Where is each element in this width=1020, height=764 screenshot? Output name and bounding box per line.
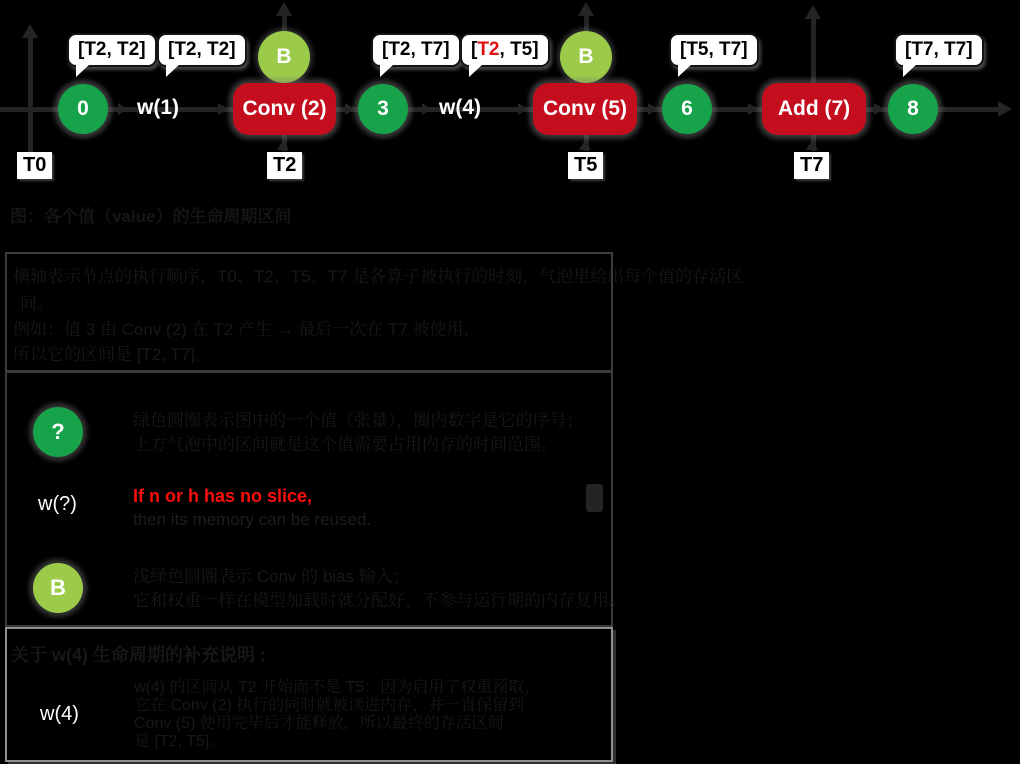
value-node-label: 6 (681, 97, 693, 120)
conv2-axis-arrowhead-icon (276, 2, 292, 16)
w4-note-line: 是 [T2, T5]。 (134, 733, 226, 750)
tick-label-t5: T5 (568, 152, 603, 179)
edge-arrow-icon (118, 103, 128, 115)
legend-bias-line: 它和权重一样在模型加载时就分配好，不参与运行期的内存复用。 (133, 591, 626, 610)
question-mark-icon: ? (51, 419, 65, 444)
value-legend-icon (33, 407, 83, 457)
op-node-conv2 (233, 83, 336, 135)
bias-circle-conv2 (258, 31, 310, 83)
value-node-6 (662, 84, 712, 134)
op-node-conv5 (533, 83, 637, 135)
value-node-3 (358, 84, 408, 134)
w4-note-label: w(4) (40, 703, 79, 725)
left-axis-arrowhead-icon (22, 24, 38, 38)
tick-label-t0: T0 (17, 152, 52, 179)
op-node-add7 (762, 83, 866, 135)
w4-note-panel (5, 627, 613, 762)
lifetime-bubble-text: [T2, T2] (168, 39, 236, 60)
legend-bias-line: 浅绿色圆圈表示 Conv 的 bias 输入； (133, 567, 410, 586)
edge-arrow-icon (518, 103, 528, 115)
lifetime-bubble-v6 (669, 33, 759, 67)
bias-icon-label: B (50, 575, 66, 600)
edge-arrow-icon (748, 103, 758, 115)
explanation-line: 间。 (20, 294, 54, 313)
tick-label-t7: T7 (794, 152, 829, 179)
w4-note-line: Conv (5) 使用完毕后才能释放，所以最终的存活区间 (134, 715, 504, 732)
explanation-line: 例如：值 3 由 Conv (2) 在 T2 产生 → 最后一次在 T7 被使用， (13, 320, 481, 339)
legend-weight-rule-red: If n or h has no slice, (133, 486, 313, 506)
explanation-line: 所以它的区间是 [T2, T7]。 (13, 345, 212, 364)
w4-note-line: 它在 Conv (2) 执行的同时就被读进内存，并一直保留到 (134, 697, 525, 714)
figure-caption: 图：各个值（value）的生命周期区间 (10, 207, 292, 226)
bias-legend-icon (33, 563, 83, 613)
bias-circle-label: B (578, 45, 594, 68)
lifetime-bubble-w1 (157, 33, 247, 67)
w4-note-line: w(4) 的区间从 T2 开始而不是 T5：因为启用了权重预取， (134, 679, 541, 696)
weight-label-w1: w(1) (137, 96, 179, 119)
pilcrow-glyph-icon (586, 484, 603, 512)
lifetime-bubble-text: [T5, T7] (680, 39, 748, 60)
lifetime-bubble-text: , T5] (499, 39, 539, 60)
lifetime-bubble-v8 (894, 33, 984, 67)
lifetime-bubble-v0 (67, 33, 157, 67)
value-node-8 (888, 84, 938, 134)
bias-circle-label: B (276, 45, 292, 68)
op-node-label: Add (7) (777, 97, 851, 120)
lifetime-bubble-text: [T2, T2] (78, 39, 146, 60)
tick-label-t2: T2 (267, 152, 302, 179)
legend-value-line: 上方气泡中的区间就是这个值需要占用内存的时间范围。 (133, 435, 558, 454)
edge-arrow-icon (422, 103, 432, 115)
w4-note-heading: 关于 w(4) 生命周期的补充说明 : (11, 645, 266, 665)
op-node-label: Conv (2) (242, 97, 327, 120)
lifetime-bubble-highlight: T2 (477, 39, 500, 60)
add7-axis-arrowhead-icon (805, 5, 821, 19)
edge-arrow-icon (874, 103, 884, 115)
edge-arrow-icon (648, 103, 658, 115)
t7-arrow-icon (806, 140, 818, 150)
value-node-label: 8 (907, 97, 919, 120)
legend-weight-label: w(?) (38, 493, 77, 515)
edge-arrow-icon (218, 103, 228, 115)
bias-circle-conv5 (560, 31, 612, 83)
t5-arrow-icon (579, 140, 591, 150)
time-axis-arrowhead-icon (998, 101, 1012, 117)
lifetime-bubble-text: [T2, T7] (382, 39, 450, 60)
add7-axis-line (811, 18, 816, 84)
value-node-label: 3 (377, 97, 389, 120)
lifetime-bubble-w4 (460, 33, 550, 67)
explanation-line: 横轴表示节点的执行顺序，T0、T2、T5、T7 是各算子被执行的时刻，气泡里给出每个值的存活区 (13, 267, 744, 286)
edge-arrow-icon (345, 103, 355, 115)
left-axis (28, 38, 33, 152)
weight-label-w4: w(4) (439, 96, 481, 119)
t2-arrow-icon (277, 140, 289, 150)
explanation-panel (5, 252, 744, 372)
conv5-axis-arrowhead-icon (578, 2, 594, 16)
value-node-label: 0 (77, 97, 89, 120)
op-node-label: Conv (5) (543, 97, 627, 120)
legend-weight-rule-gray: then its memory can be reused. (133, 510, 372, 529)
legend-panel (5, 371, 626, 627)
value-node-0 (58, 84, 108, 134)
legend-value-line: 绿色圆圈表示图中的一个值（张量），圈内数字是它的序号； (133, 411, 584, 430)
lifetime-bubble-text: [T7, T7] (905, 39, 973, 60)
lifetime-bubble-text: [ (471, 39, 478, 60)
lifetime-bubble-v3 (371, 33, 461, 67)
